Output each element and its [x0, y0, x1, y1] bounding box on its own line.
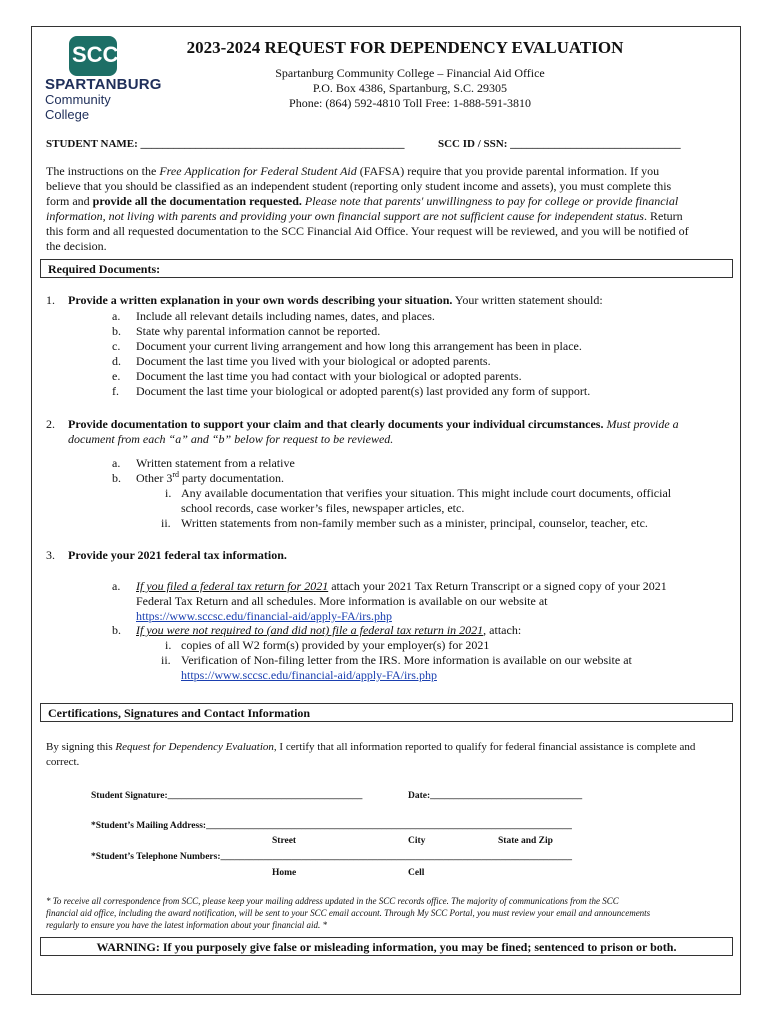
home-label: Home — [272, 868, 297, 878]
item-1-text: Provide a written explanation in your own words describing your situation. Your written statement should: — [68, 293, 603, 307]
required-documents-header: Required Documents: — [40, 259, 733, 278]
item-1-subs-keys: a. b. c. d. e. f. — [112, 309, 121, 398]
irs-info-link[interactable]: https://www.sccsc.edu/financial-aid/apply-FA/irs.php — [136, 609, 392, 623]
logo-badge — [69, 36, 117, 76]
address-notice: * To receive all correspondence from SCC, please keep your mailing address updated in the SCC records office. The majority of communications from the SCC financial aid office, including the award notification, will be sent to your SCC email account. Through My SCC Portal, you must review your email and announcements regularly to ensure you have the latest information about your financial aid. * — [46, 896, 651, 930]
scc-logo — [45, 36, 162, 122]
logo-name-line2: Community College — [45, 92, 111, 122]
certification-statement: By signing this Request for Dependency Evaluation, I certify that all information reported to qualify for federal financial assistance is complete and correct. — [46, 741, 696, 768]
list-item: Verification of Non-filing letter from the IRS. More information is available on our website at https://www.sccsc.edu/financial-aid/apply-FA/irs.php — [181, 653, 632, 682]
list-item: If you filed a federal tax return for 2021 attach your 2021 Tax Return Transcript or a signed copy of your 2021 Federal Tax Return and all schedules. More information is available on our website at https://www.sccsc.edu/financial-aid/apply-FA/irs.php — [136, 579, 667, 623]
logo-name-line1: SPARTANBURG — [45, 76, 162, 93]
list-item: If you were not required to (and did not) file a federal tax return in 2021, attach: — [136, 623, 522, 637]
list-item: copies of all W2 form(s) provided by your employer(s) for 2021 — [181, 638, 490, 652]
list-item: Document the last time you had contact with your biological or adopted parents. — [136, 369, 522, 383]
logo-initials: SCC — [72, 42, 119, 67]
fafsa-title: Free Application for Federal Student Aid — [159, 164, 357, 178]
list-item: Document the last time your biological or adopted parent(s) last provided any form of support. — [136, 384, 591, 398]
cell-label: Cell — [408, 868, 425, 878]
student-name-field[interactable]: STUDENT NAME: ________________________________________________ — [46, 138, 405, 150]
list-item: Document the last time you lived with your biological or adopted parents. — [136, 354, 491, 368]
street-label: Street — [272, 836, 297, 846]
item-2-text: Provide documentation to support your claim and that clearly documents your individual circumstances. Must provide a document from each “a” and “b” below for request to be reviewed. — [68, 417, 679, 446]
list-item: State why parental information cannot be reported. — [136, 324, 381, 338]
date-field[interactable]: Date:________________________________ — [408, 791, 583, 801]
item-3-text: Provide your 2021 federal tax information. — [68, 548, 287, 562]
list-item: Other 3rd party documentation. — [136, 470, 284, 485]
city-label: City — [408, 836, 426, 846]
telephone-field[interactable]: *Student’s Telephone Numbers:__________________________________________________________________________ — [91, 852, 573, 862]
address-line-2: P.O. Box 4386, Spartanburg, S.C. 29305 — [312, 81, 508, 95]
student-signature-field[interactable]: Student Signature:_________________________________________ — [91, 791, 363, 801]
irs-info-link-2[interactable]: https://www.sccsc.edu/financial-aid/apply-FA/irs.php — [181, 668, 437, 682]
mailing-address-field[interactable]: *Student’s Mailing Address:_____________________________________________________________________________ — [91, 821, 572, 831]
item-3-number: 3. — [46, 548, 55, 562]
item-1-subs — [136, 309, 590, 399]
state-zip-label: State and Zip — [498, 836, 553, 846]
list-item: Document your current living arrangement and how long this arrangement has been in place. — [136, 339, 582, 353]
list-item: Any available documentation that verifies your situation. This might include court documents, official school records, case worker’s files, newspaper articles, etc. — [181, 486, 672, 515]
intro-paragraph: The instructions on the Free Application for Federal Student Aid (FAFSA) require that you provide parental information. If you believe that you should be classified as an independent student (reporting only student income and assets), you must complete this form and provide all the documentation requested. Please note that parents' unwillingness to pay for college or provide financial information, not living with parents and providing your own financial support are not sufficient cause for independent status. Return this form and all requested documentation to the SCC Financial Aid Office. Your request will be reviewed, and you will be notified of the decision. — [46, 164, 689, 253]
list-item: Include all relevant details including names, dates, and places. — [136, 309, 435, 323]
list-item: Written statement from a relative — [136, 456, 295, 470]
office-address — [260, 66, 560, 111]
list-item: Written statements from non-family member such as a minister, principal, counselor, teacher, etc. — [181, 516, 648, 530]
address-line-3: Phone: (864) 592-4810 Toll Free: 1-888-591-3810 — [289, 96, 531, 110]
item-2-number: 2. — [46, 417, 55, 431]
item-1-number: 1. — [46, 293, 55, 307]
address-line-1: Spartanburg Community College – Financial Aid Office — [275, 66, 545, 80]
warning-box: WARNING: If you purposely give false or misleading information, you may be fined; sentenced to prison or both. — [40, 937, 733, 956]
page-title: 2023-2024 REQUEST FOR DEPENDENCY EVALUATION — [186, 38, 624, 57]
certification-header: Certifications, Signatures and Contact Information — [40, 703, 733, 722]
scc-id-field[interactable]: SCC ID / SSN: _______________________________ — [438, 138, 681, 150]
